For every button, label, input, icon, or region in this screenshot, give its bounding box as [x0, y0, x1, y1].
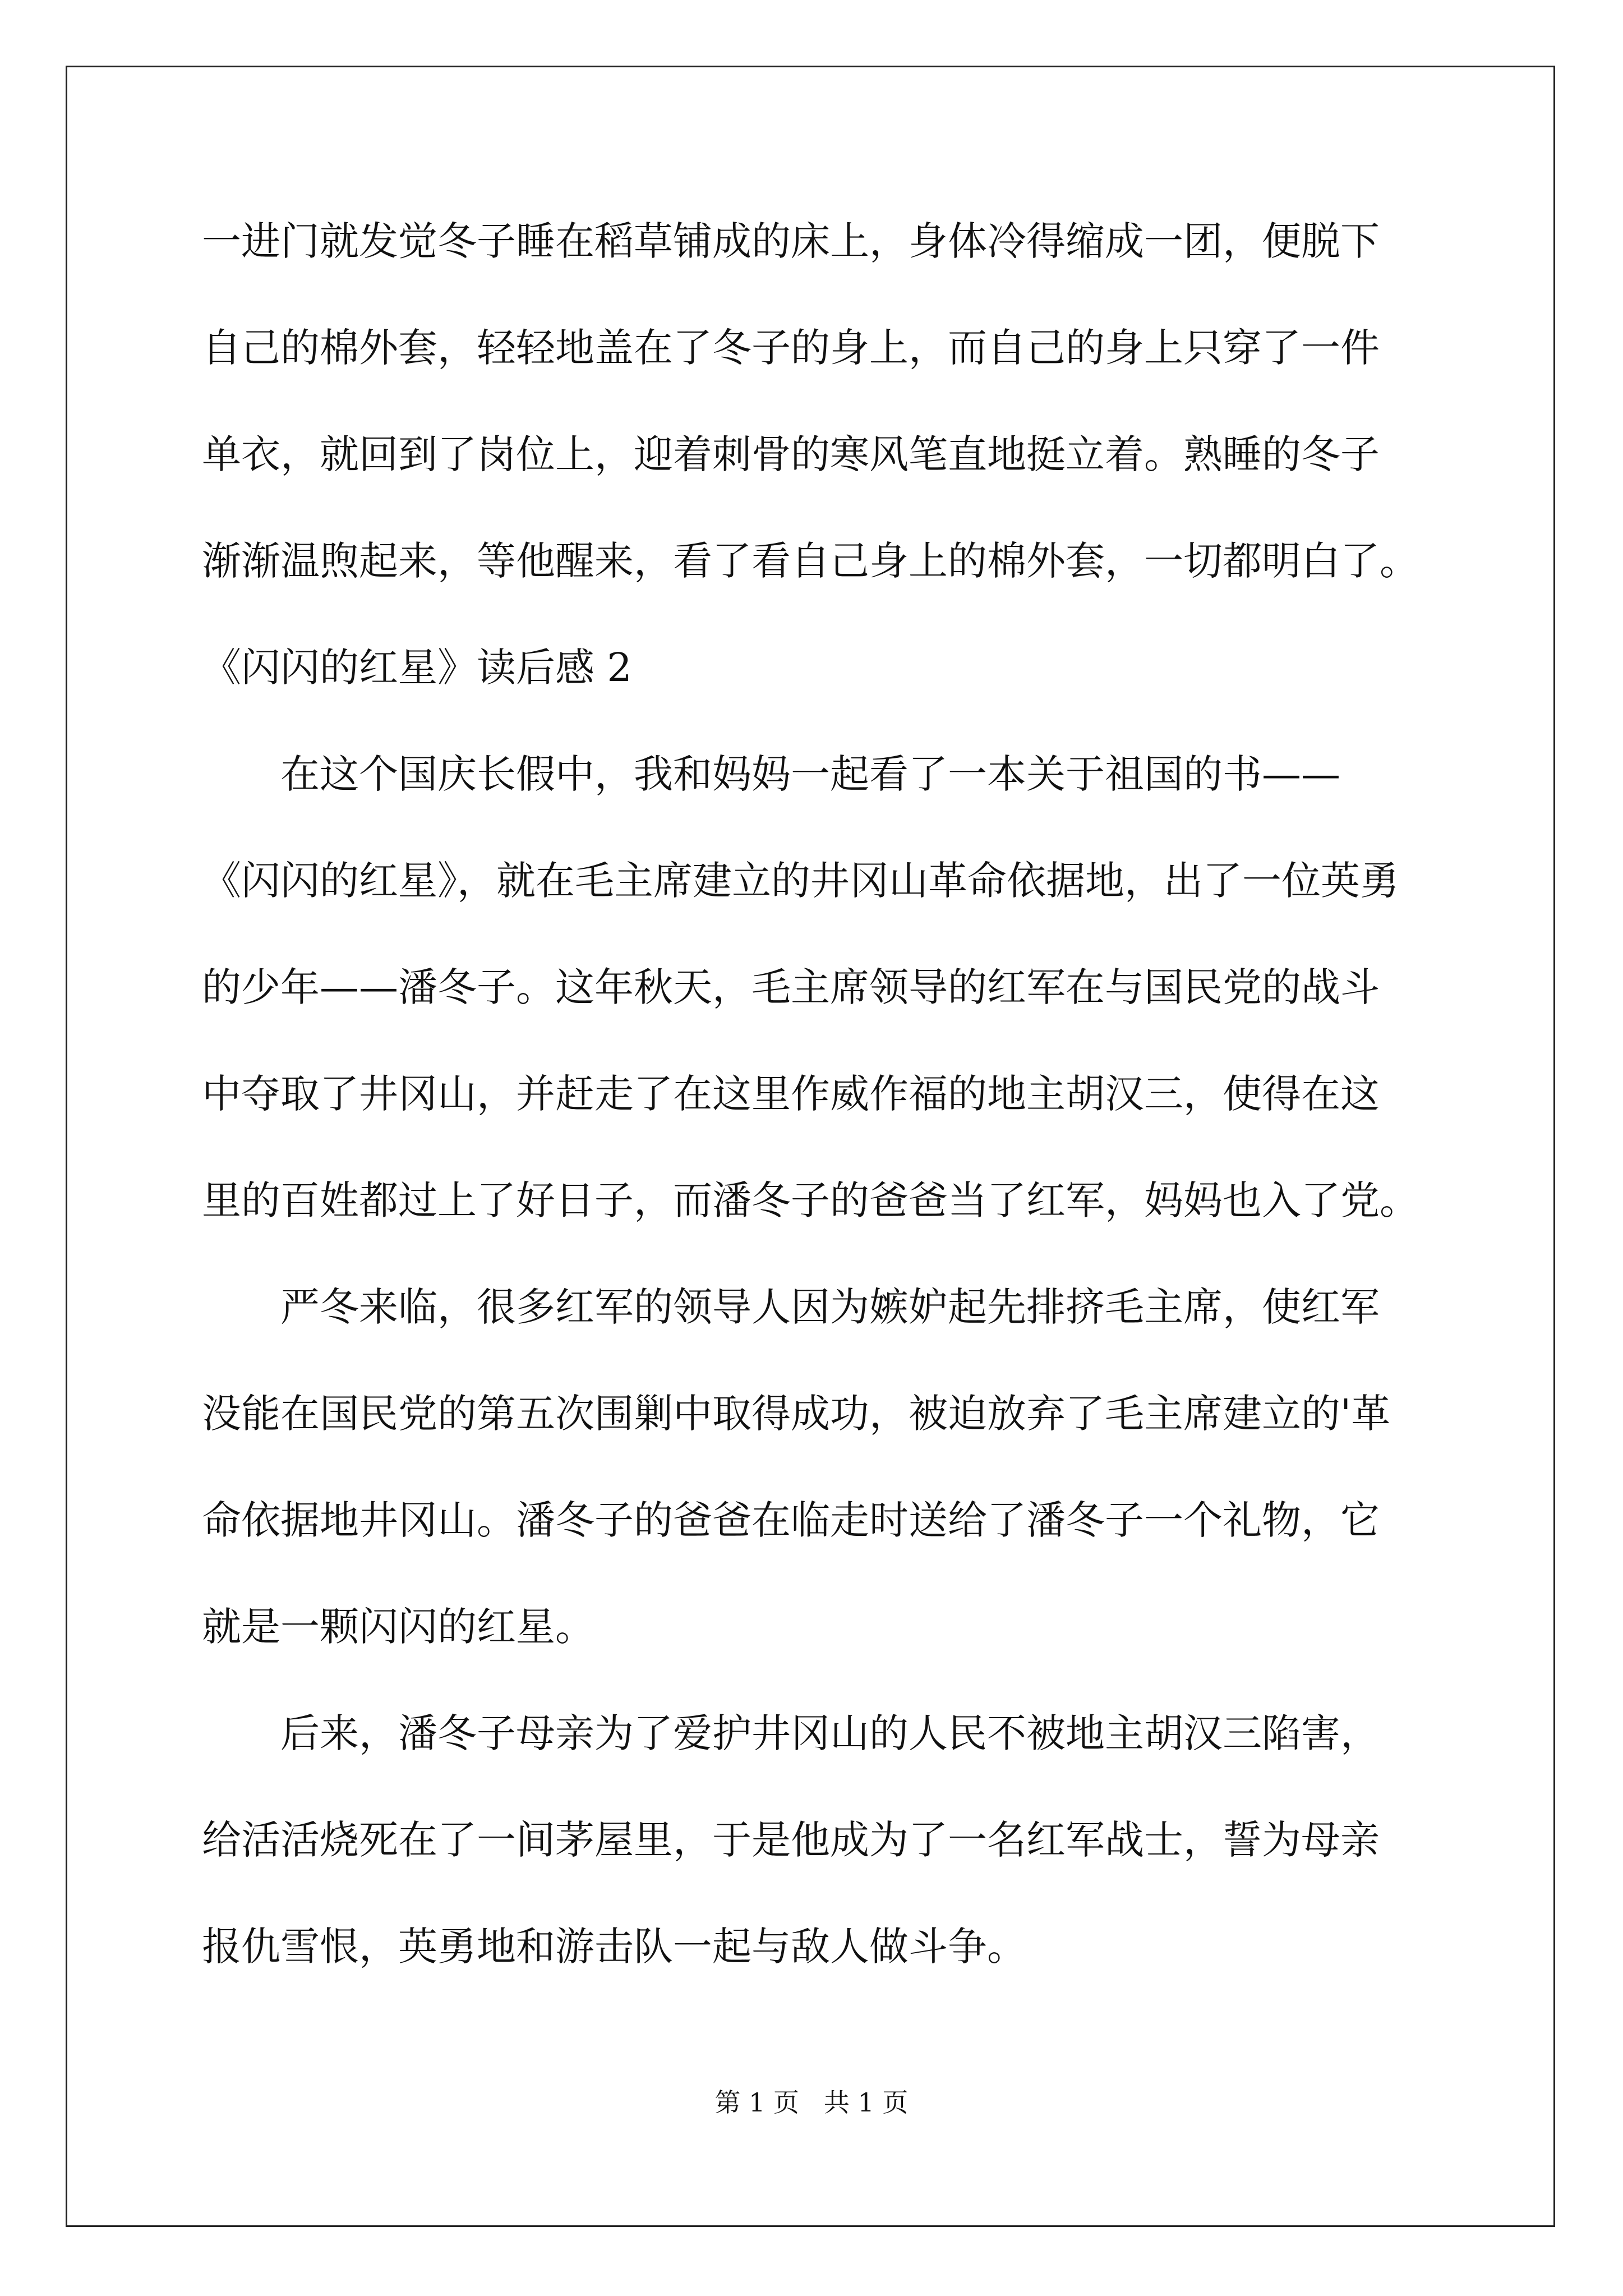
text-line: 单衣，就回到了岗位上，迎着刺骨的寒风笔直地挺立着。熟睡的冬子 [202, 431, 1380, 477]
text-line: 报仇雪恨，英勇地和游击队一起与敌人做斗争。 [202, 1924, 1026, 1970]
page-border [66, 66, 1555, 2227]
text-line: 渐渐温煦起来，等他醒来，看了看自己身上的棉外套，一切都明白了。 [202, 538, 1419, 584]
text-line: 中夺取了井冈山，并赶走了在这里作威作福的地主胡汉三，使得在这 [202, 1071, 1380, 1117]
section-heading: 《闪闪的红星》读后感 2 [202, 645, 632, 691]
text-line: 《闪闪的红星》，就在毛主席建立的井冈山革命依据地，出了一位英勇 [202, 858, 1399, 904]
text-line: 在这个国庆长假中，我和妈妈一起看了一本关于祖国的书—— [202, 751, 1340, 797]
text-line: 严冬来临，很多红军的领导人因为嫉妒起先排挤毛主席，使红军 [202, 1284, 1380, 1330]
text-line: 没能在国民党的第五次围剿中取得成功，被迫放弃了毛主席建立的'革 [202, 1391, 1391, 1437]
page-footer: 第 1 页 共 1 页 [714, 2087, 909, 2118]
text-line: 后来，潘冬子母亲为了爱护井冈山的人民不被地主胡汉三陷害， [202, 1710, 1380, 1756]
text-line: 的少年——潘冬子。这年秋天，毛主席领导的红军在与国民党的战斗 [202, 964, 1380, 1010]
text-line: 命依据地井冈山。潘冬子的爸爸在临走时送给了潘冬子一个礼物，它 [202, 1497, 1380, 1543]
text-line: 里的百姓都过上了好日子，而潘冬子的爸爸当了红军，妈妈也入了党。 [202, 1177, 1419, 1223]
text-line: 就是一颗闪闪的红星。 [202, 1604, 594, 1650]
text-line: 给活活烧死在了一间茅屋里，于是他成为了一名红军战士，誓为母亲 [202, 1817, 1380, 1863]
text-line: 自己的棉外套，轻轻地盖在了冬子的身上，而自己的身上只穿了一件 [202, 325, 1380, 371]
text-line: 一进门就发觉冬子睡在稻草铺成的床上，身体冷得缩成一团，便脱下 [202, 218, 1380, 264]
